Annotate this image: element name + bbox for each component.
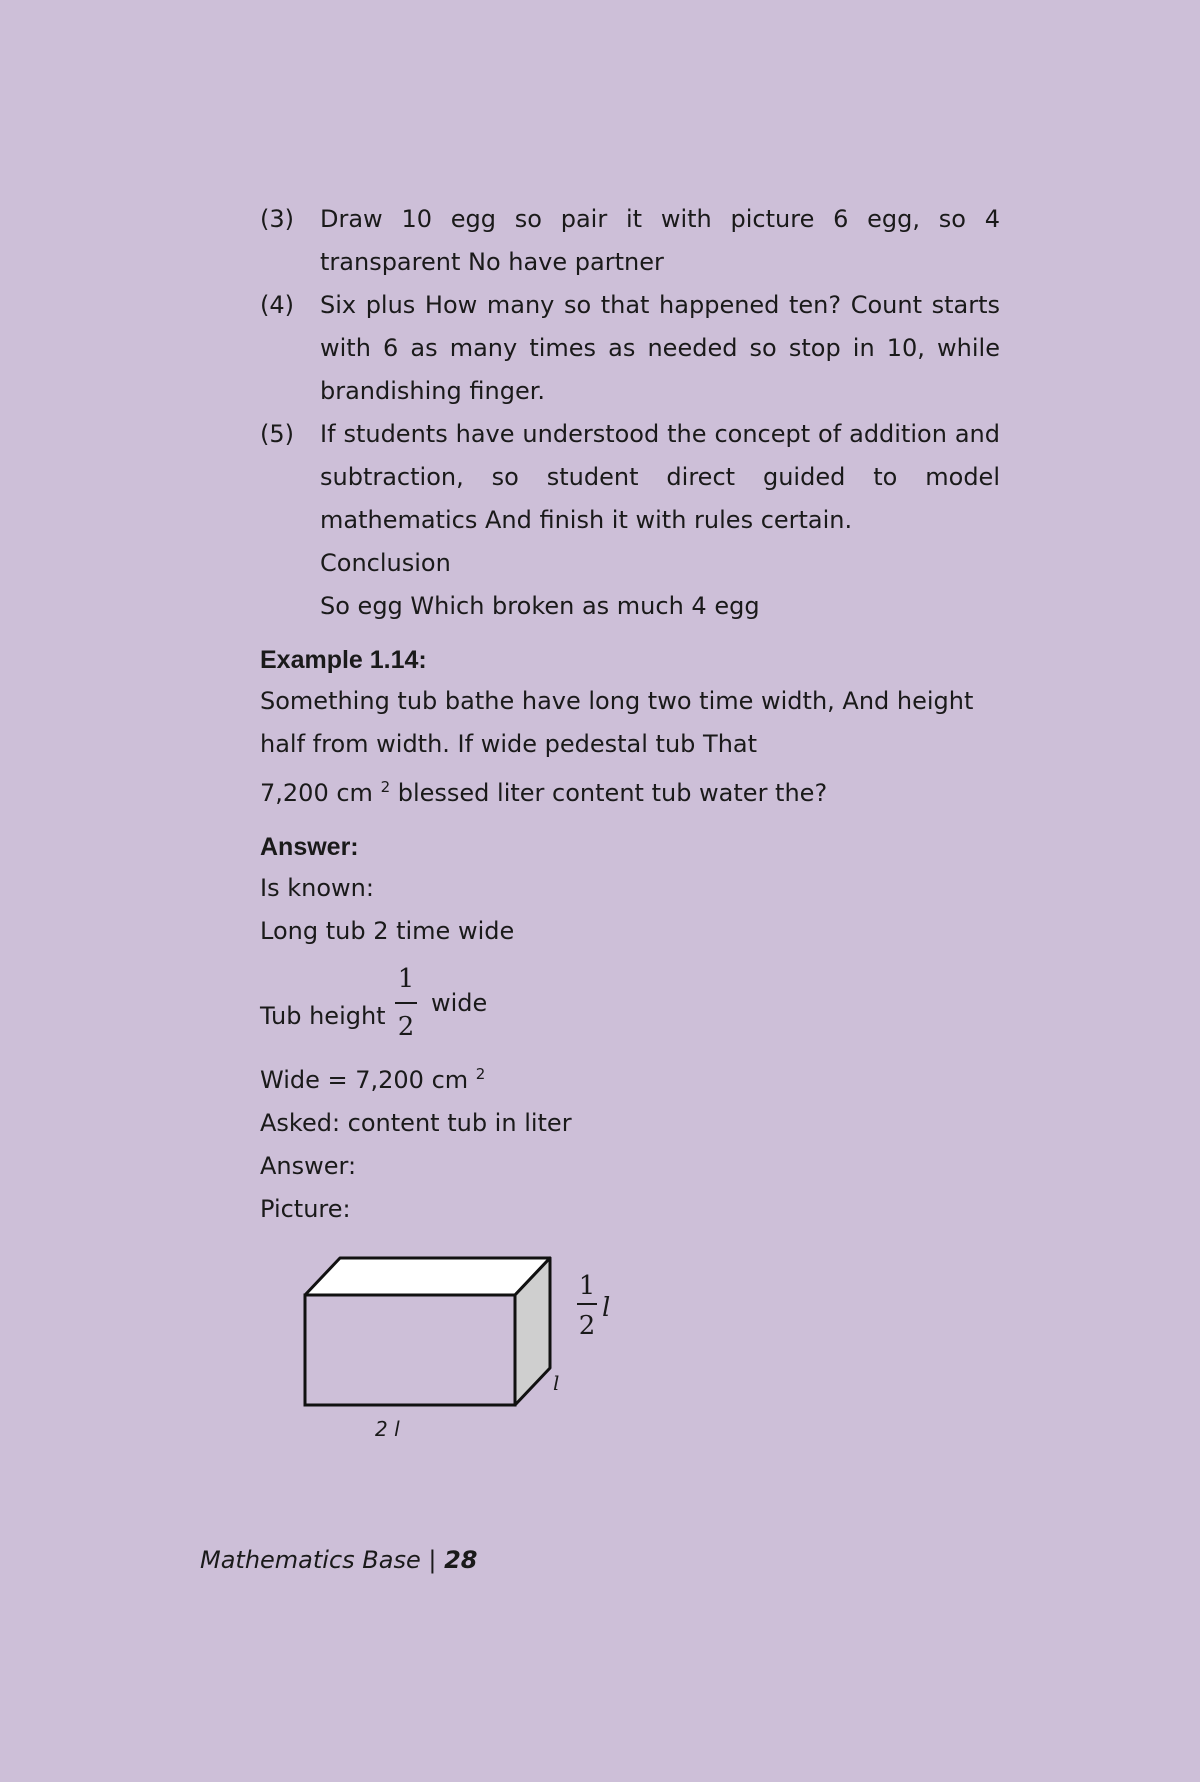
wide-text: Wide = 7,200 cm bbox=[260, 1066, 469, 1094]
asked-statement: Asked: content tub in liter bbox=[260, 1109, 572, 1137]
page-footer bbox=[200, 1546, 478, 1574]
known-label: Is known: bbox=[260, 874, 374, 902]
height-statement bbox=[260, 953, 1000, 1053]
fraction-denominator: 2 bbox=[397, 1012, 415, 1042]
tub-top-face bbox=[305, 1258, 550, 1295]
footer-separator: | bbox=[428, 1546, 437, 1574]
tub-figure bbox=[295, 1248, 635, 1448]
fraction-numerator: 1 bbox=[397, 964, 415, 994]
height-fraction bbox=[395, 964, 417, 1042]
list-item bbox=[260, 284, 1000, 413]
item-number: (5) bbox=[260, 420, 294, 448]
item-text: Draw 10 egg so pair it with picture 6 egg, so 4 transparent No have partner bbox=[320, 205, 1000, 276]
item-text: Six plus How many so that happened ten? Count starts with 6 as many times as needed so stop in 10, while brandishing finger. bbox=[320, 291, 1000, 405]
answer-heading: Answer: bbox=[260, 833, 359, 861]
question-tail: blessed liter content tub water the? bbox=[390, 779, 828, 807]
conclusion-title: Conclusion bbox=[320, 549, 451, 577]
example-question bbox=[260, 680, 1000, 815]
depth-label: l bbox=[553, 1371, 560, 1395]
length-label: 2 l bbox=[375, 1417, 400, 1441]
item-number: (3) bbox=[260, 205, 294, 233]
footer-title: Mathematics Base bbox=[200, 1546, 421, 1574]
question-area: 7,200 cm bbox=[260, 779, 373, 807]
height-fraction-numerator: 1 bbox=[578, 1271, 596, 1301]
tub-front-face bbox=[305, 1295, 515, 1405]
fraction-bar bbox=[395, 1002, 417, 1004]
wide-statement bbox=[260, 1053, 1000, 1102]
example-heading: Example 1.14: bbox=[260, 646, 427, 674]
list-item bbox=[260, 413, 1000, 542]
question-area-exponent: 2 bbox=[380, 778, 391, 796]
item-number: (4) bbox=[260, 291, 294, 319]
height-variable: l bbox=[602, 1293, 611, 1323]
question-text: Something tub bathe have long two time width, And height half from width. If wide pedestal tub That bbox=[260, 687, 974, 758]
wide-exponent: 2 bbox=[475, 1065, 486, 1083]
conclusion-text: So egg Which broken as much 4 egg bbox=[320, 592, 760, 620]
item-text: If students have understood the concept of addition and subtraction, so student direct guided to model mathematics And finish it with rules certain. bbox=[320, 420, 1000, 534]
picture-label: Picture: bbox=[260, 1195, 351, 1223]
answer-label: Answer: bbox=[260, 1152, 357, 1180]
content bbox=[260, 198, 1000, 1231]
page-number: 28 bbox=[444, 1546, 478, 1574]
long-statement: Long tub 2 time wide bbox=[260, 917, 515, 945]
height-unit: wide bbox=[431, 989, 488, 1017]
list-item bbox=[260, 198, 1000, 284]
height-fraction-denominator: 2 bbox=[578, 1311, 596, 1341]
height-label: Tub height bbox=[260, 1002, 386, 1030]
